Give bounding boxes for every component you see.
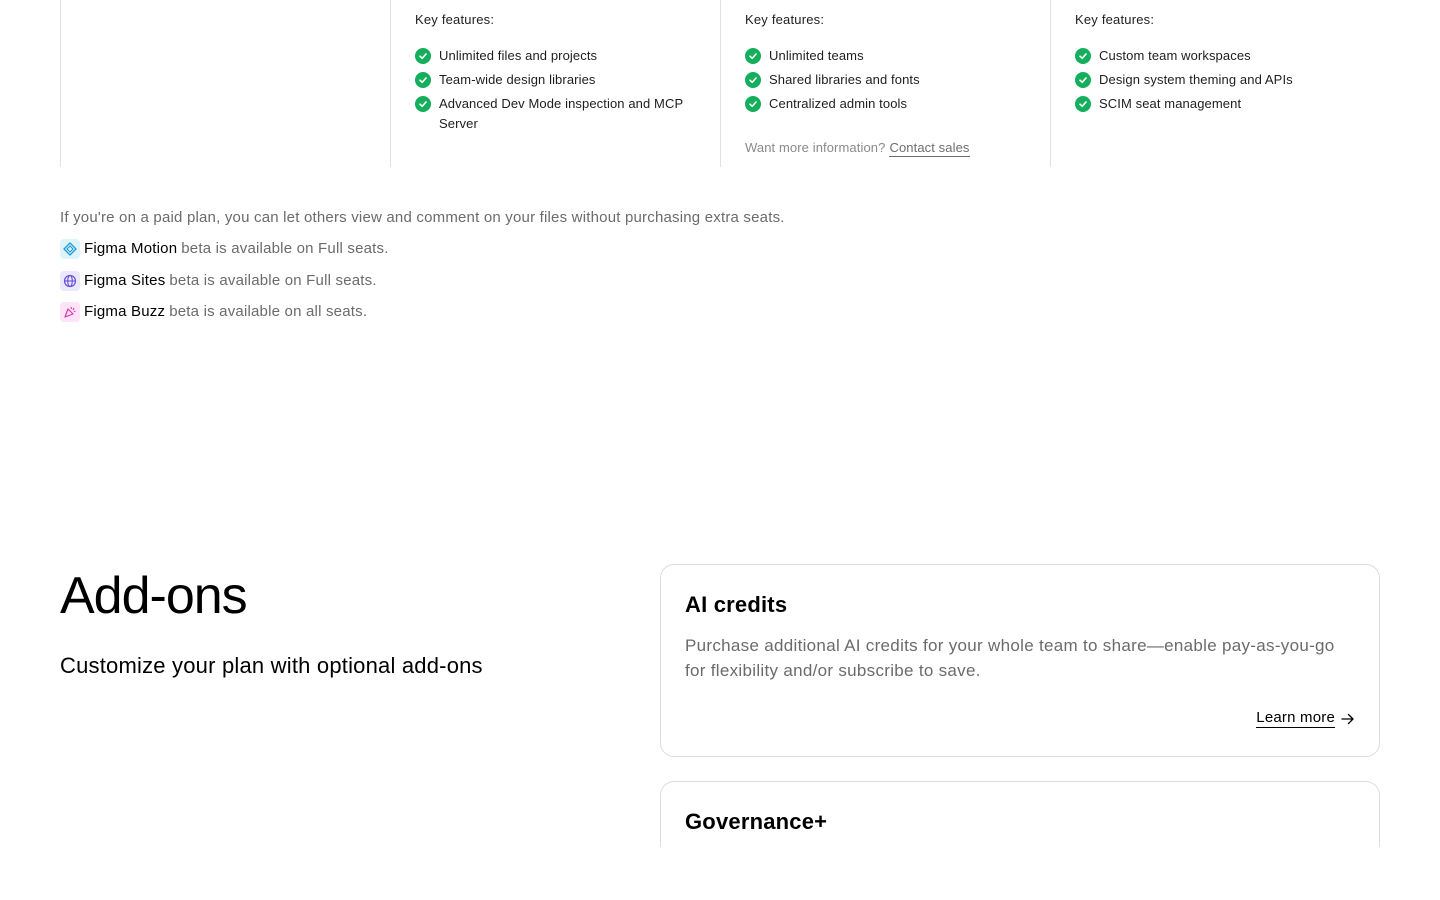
- addons-heading: Add-ons: [60, 567, 247, 625]
- key-features-label: Key features:: [745, 12, 825, 27]
- seat-notes: [60, 208, 785, 334]
- beta-product-desc: beta is available on Full seats.: [169, 271, 377, 289]
- viewport-bottom-mask: [0, 847, 1440, 900]
- beta-note-buzz: [60, 302, 785, 322]
- more-info-text: [745, 140, 1026, 155]
- more-info-label: Want more information?: [745, 140, 886, 155]
- plan-column-enterprise: [1050, 0, 1380, 167]
- feature-text: Unlimited files and projects: [439, 48, 598, 63]
- feature-item: [745, 70, 1026, 90]
- figma-motion-icon: [60, 239, 80, 259]
- check-icon: [1075, 96, 1091, 112]
- figma-sites-icon: [60, 271, 80, 291]
- addon-card-title: AI credits: [685, 592, 788, 617]
- feature-text: Design system theming and APIs: [1099, 72, 1293, 87]
- feature-item: [1075, 46, 1356, 66]
- plan-column-professional: [390, 0, 720, 167]
- feature-text: Unlimited teams: [769, 48, 864, 63]
- paid-plan-note: If you're on a paid plan, you can let others view and comment on your files without purchasing extra seats.: [60, 209, 785, 226]
- arrow-right-icon: [1341, 712, 1355, 726]
- check-icon: [745, 48, 761, 64]
- beta-product-name: Figma Motion: [84, 240, 178, 257]
- check-icon: [415, 96, 431, 112]
- addon-card-ai-credits: [660, 564, 1380, 757]
- check-icon: [415, 72, 431, 88]
- check-icon: [745, 72, 761, 88]
- feature-text: Team-wide design libraries: [439, 72, 596, 87]
- feature-text: Custom team workspaces: [1099, 48, 1251, 63]
- feature-item: [1075, 94, 1356, 114]
- beta-note-sites: [60, 271, 785, 291]
- feature-item: [745, 46, 1026, 66]
- addon-card-title: Governance+: [685, 809, 828, 834]
- addons-subheading: Customize your plan with optional add-ons: [60, 653, 483, 678]
- beta-note-motion: [60, 239, 785, 259]
- check-icon: [1075, 48, 1091, 64]
- learn-more-label: Learn more: [1256, 709, 1335, 726]
- key-features-label: Key features:: [1075, 12, 1155, 27]
- feature-text: SCIM seat management: [1099, 96, 1242, 111]
- feature-item: [745, 94, 1026, 114]
- plan-column-starter: [60, 0, 390, 167]
- plan-features-row: [60, 0, 1380, 167]
- check-icon: [745, 96, 761, 112]
- addon-card-description: Purchase additional AI credits for your whole team to share—enable pay-as-you-go for flexibility and/or subscribe to save.: [685, 636, 1335, 680]
- feature-item: [415, 46, 696, 66]
- check-icon: [415, 48, 431, 64]
- figma-buzz-icon: [60, 302, 80, 322]
- feature-text: Shared libraries and fonts: [769, 72, 920, 87]
- feature-item: [415, 70, 696, 90]
- beta-product-name: Figma Sites: [84, 271, 166, 289]
- beta-product-desc: beta is available on Full seats.: [181, 240, 389, 257]
- beta-product-desc: beta is available on all seats.: [169, 303, 368, 320]
- learn-more-link[interactable]: [1256, 709, 1355, 728]
- contact-sales-link[interactable]: Contact sales: [889, 140, 970, 155]
- feature-text: Centralized admin tools: [769, 96, 908, 111]
- beta-product-name: Figma Buzz: [84, 303, 166, 320]
- feature-item: [1075, 70, 1356, 90]
- check-icon: [1075, 72, 1091, 88]
- plan-column-organization: [720, 0, 1050, 167]
- feature-text: Advanced Dev Mode inspection and MCP Server: [439, 96, 683, 131]
- feature-item: [415, 94, 696, 134]
- key-features-label: Key features:: [415, 12, 495, 27]
